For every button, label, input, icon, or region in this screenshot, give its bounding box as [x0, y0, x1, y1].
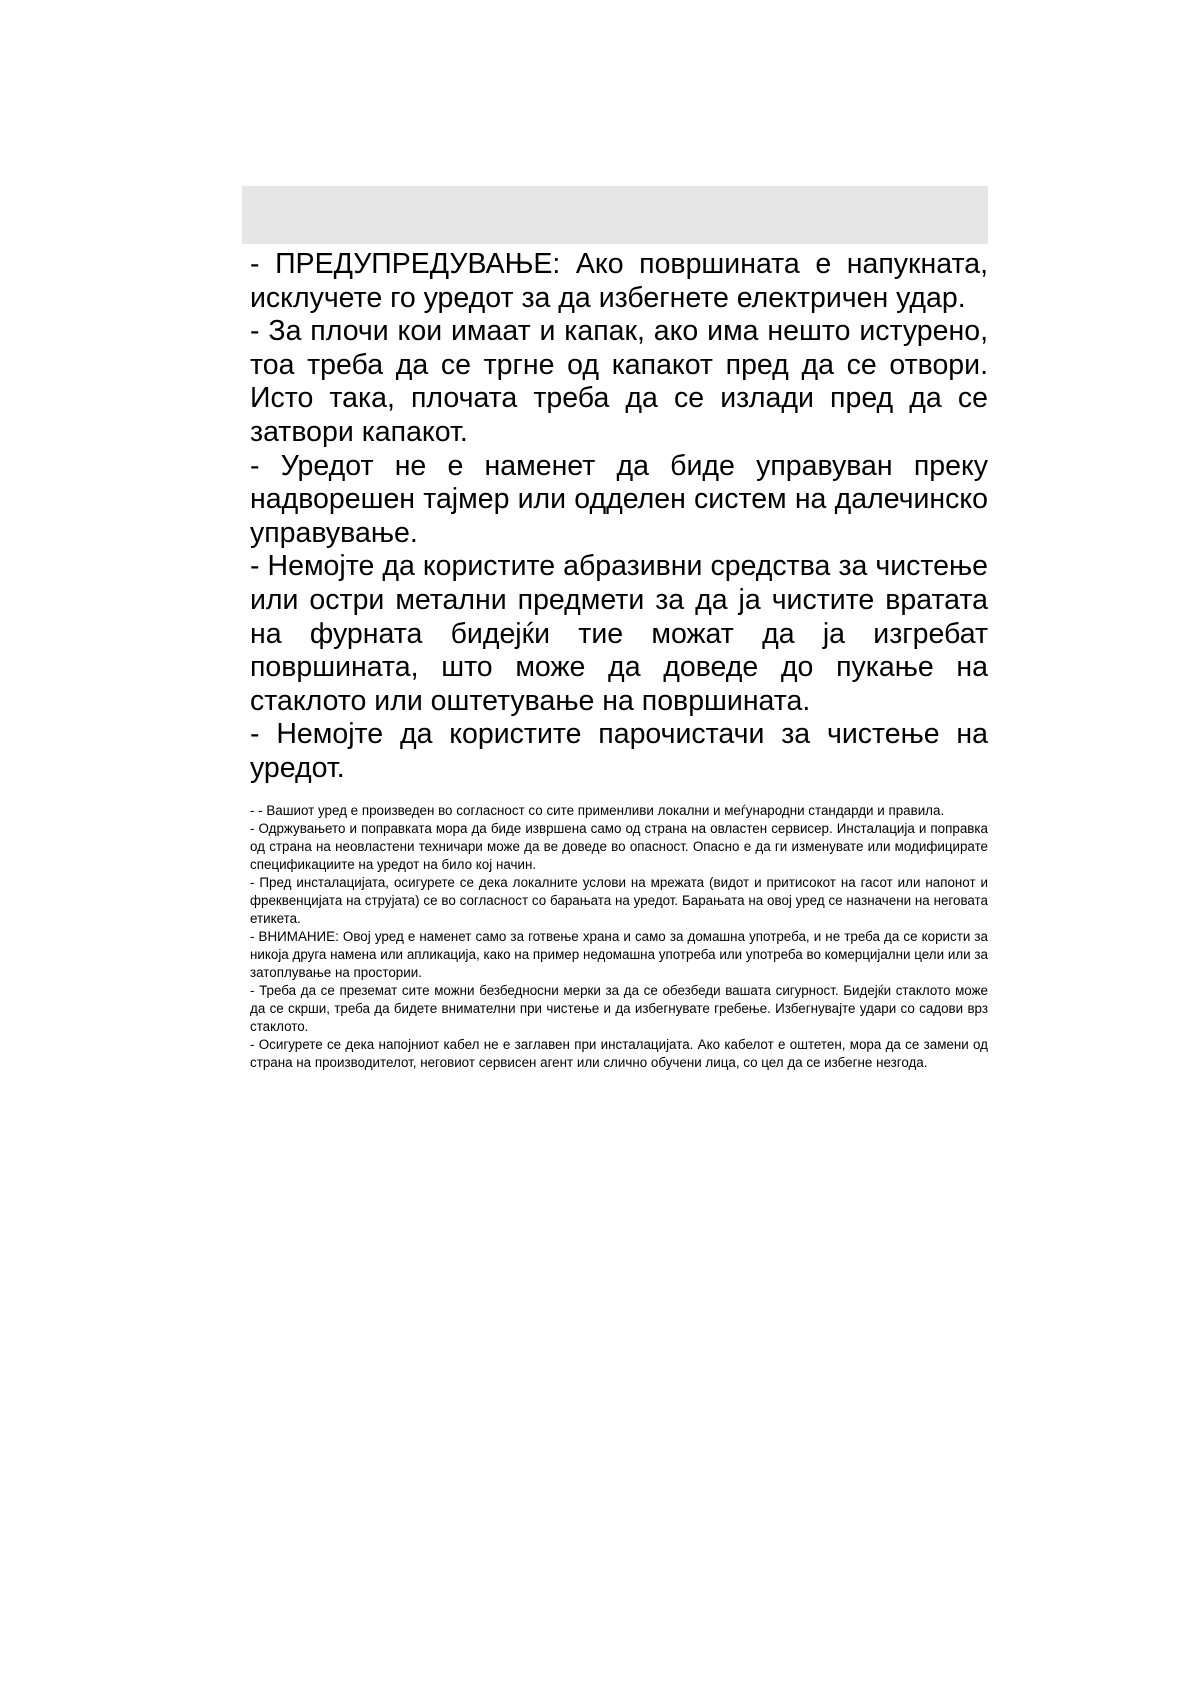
warning-paragraph: - ПРЕДУПРЕДУВАЊЕ: Ако површината е напукната, исклучете го уредот за да избегнете електричен удар.: [250, 248, 988, 314]
warning-paragraph: - Немојте да користите парочистачи за чистење на уредот.: [250, 718, 988, 784]
warning-paragraph: - Немојте да користите абразивни средства за чистење или остри метални предмети за да ја чистите вратата на фурната бидејќи тие можат да ја изгребат површината, што може да доведе до пукање на стаклото или оштетување на површината.: [250, 550, 988, 717]
note-paragraph: - Треба да се преземат сите можни безбедносни мерки за да се обезбеди вашата сигурност. Бидејќи стаклото може да се скрши, треба да бидете внимателни при чистење и да избегнувате гребење. Избегнувајте удари со садови врз стаклото.: [250, 983, 988, 1034]
note-paragraph: - Одржувањето и поправката мора да биде извршена само од страна на овластен сервисер. Инсталација и поправка од страна на неовластени техничари може да ве доведе во опасност. Опасно е да ги изменувате или модифицирате спецификациите на уредот на било кој начин.: [250, 821, 988, 872]
large-warnings-block: [250, 248, 988, 786]
note-paragraph: - - Вашиот уред е произведен во согласност со сите применливи локални и меѓународни стандарди и правила.: [250, 803, 945, 818]
note-paragraph: - ВНИМАНИЕ: Овој уред е наменет само за готвење храна и само за домашна употреба, и не треба да се користи за никоја друга намена или апликација, како на пример недомашна употреба или употреба во комерцијални цели или за затоплување на простории.: [250, 929, 988, 980]
warning-paragraph: - Уредот не е наменет да биде управуван преку надворешен тајмер или одделен систем на далечинско управување.: [250, 449, 988, 549]
warning-paragraph: - За плочи кои имаат и капак, ако има нешто истурено, тоа треба да се тргне од капакот пред да се отвори. Исто така, плочата треба да се излади пред да се затвори капакот.: [250, 315, 988, 448]
note-paragraph: - Осигурете се дека напојниот кабел не е заглавен при инсталацијата. Ако кабелот е оштетен, мора да се замени од страна на производителот, неговиот сервисен агент или слично обучени лица, со цел да се избегне незгода.: [250, 1037, 988, 1070]
note-paragraph: - Пред инсталацијата, осигурете се дека локалните услови на мрежата (видот и притисокот на гасот или напонот и фреквенцијата на струјата) се во согласност со барањата на уредот. Барањата на овој уред се назначени на неговата етикета.: [250, 875, 988, 926]
section-header-bar: [242, 186, 988, 244]
small-warnings-block: [250, 802, 988, 1072]
